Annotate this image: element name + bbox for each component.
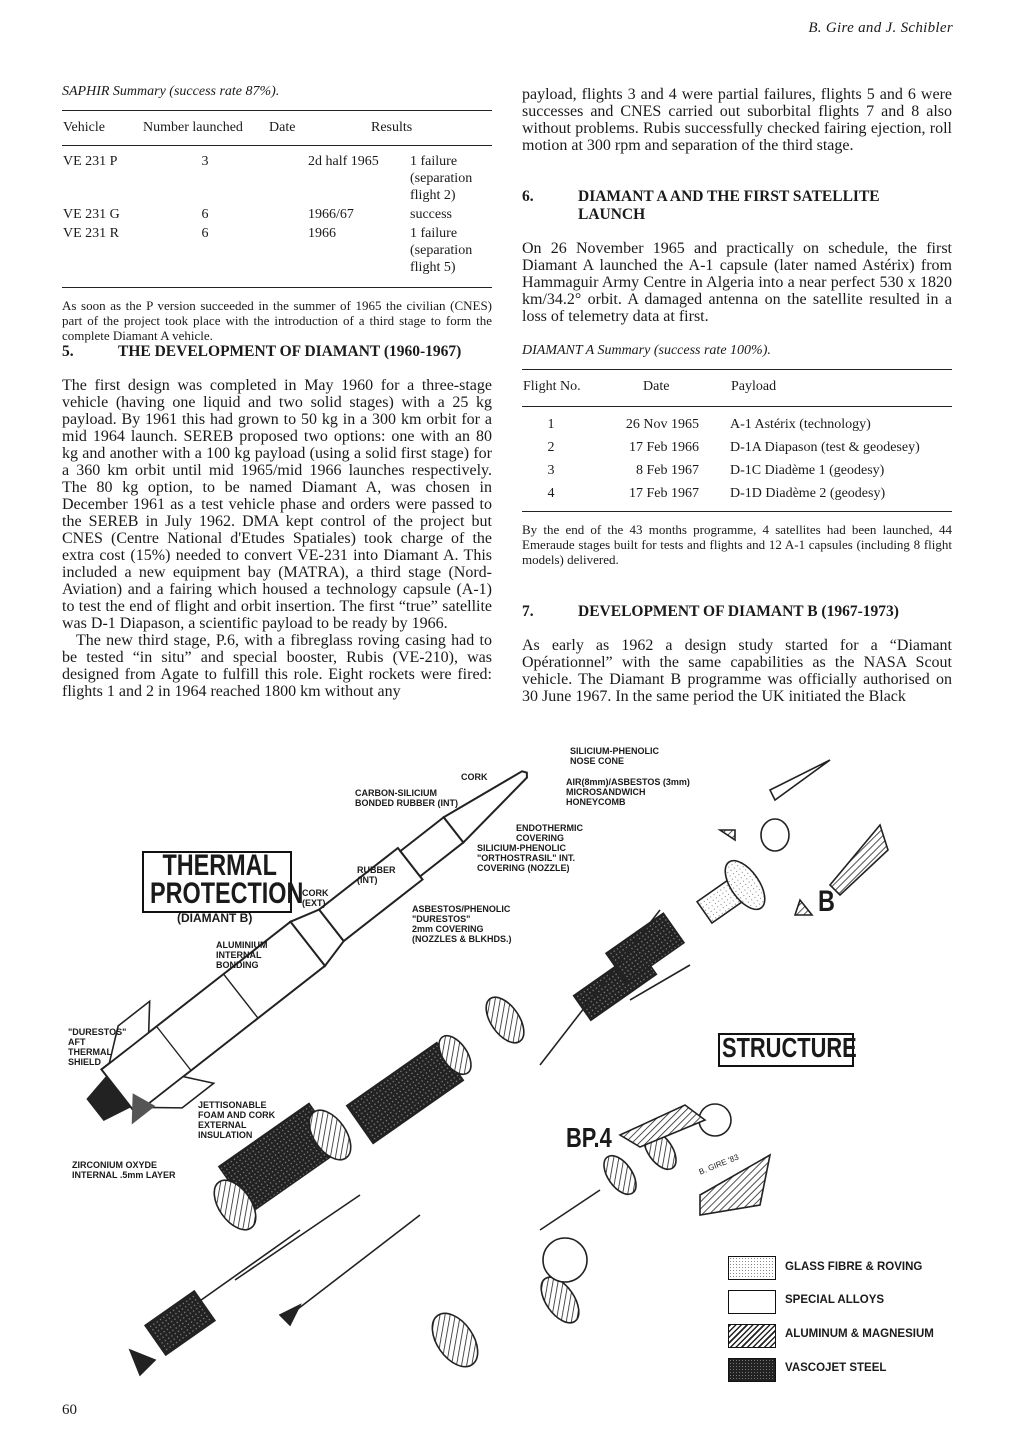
table-row: VE 231 P 3 2d half 1965 1 failure (separation flight 2) (63, 154, 473, 203)
label-jettisonable: JETTISONABLE FOAM AND CORK EXTERNAL INSULATION (198, 1100, 276, 1140)
saphir-header-row (62, 119, 492, 137)
big-b-label: B (818, 885, 835, 918)
diamant-a-table (522, 413, 952, 505)
diamant-b-figure (0, 735, 1023, 1395)
table-row: 4 17 Feb 1967 D-1D Diadème 2 (geodesy) (547, 486, 886, 501)
legend-label-aluminum: ALUMINUM & MAGNESIUM (785, 1328, 934, 1340)
col-results: Results (371, 120, 413, 135)
table-row: 3 8 Feb 1967 D-1C Diadème 1 (geodesy) (547, 463, 885, 478)
saphir-body (62, 152, 492, 277)
section-5-paragraph-1: The first design was completed in May 1960 for a three-stage vehicle (having one liquid and two solid stages) with a 25 kg payload. By 1961 this had grown to 50 kg in a 300 km orbit for a mid 1964 launch. SEREB proposed two options: one with an 80 kg and another with a 100 kg payload (using a solid first stage) for a 360 km orbit until mid 1965/mid 1966 launches respectively. The 80 kg option, to be named Diamant A, was chosen in December 1961 as a test vehicle phase and orders were passed to the SEREB in July 1962. DMA kept control of the project but CNES (Centre National d'Etudes Spatiales) took charge of the extra cost (15%) needed to convert VE-231 into Diamant A. This included a new equipment bay (MATRA), a third stage (Nord-Aviation) and a fairing which housed a technology capsule (A-1) to test the end of flight and orbit insertion. The first “true” satellite was D-1 Diapason, a scientific payload to be ready by 1966. (62, 377, 492, 632)
saphir-note: As soon as the P version succeeded in the summer of 1965 the civilian (CNES) part of the project took place with the introduction of a third stage to form the complete Diamant A vehicle. (62, 298, 492, 343)
label-nose-cone: SILICIUM-PHENOLIC NOSE CONE (570, 746, 659, 766)
illustrator-signature: B. GIRE '83 (697, 1152, 740, 1177)
label-zirconium: ZIRCONIUM OXYDE INTERNAL .5mm LAYER (72, 1160, 176, 1180)
table-row: VE 231 R 6 1966 1 failure (separation flight 5) (63, 226, 473, 275)
table-row: VE 231 G 6 1966/67 success (63, 207, 452, 222)
label-cork-top: CORK (461, 772, 488, 782)
saphir-caption: SAPHIR Summary (success rate 87%). (62, 84, 280, 99)
legend-label-alloys: SPECIAL ALLOYS (785, 1294, 885, 1306)
section-7-heading: 7. DEVELOPMENT OF DIAMANT B (1967-1973) (522, 603, 899, 620)
saphir-table (62, 119, 492, 137)
label-rubber: RUBBER (INT) (357, 865, 396, 885)
saphir-summary (62, 84, 492, 343)
right-paragraph-1: payload, flights 3 and 4 were partial failures, flights 5 and 6 were successes and CNES carried out suborbital flights 7 and 8 also without problems. Rubis successfully checked fairing ejection, roll motion at 300 rpm and separation of the third stage. (522, 86, 952, 154)
label-endothermic: ENDOTHERMIC COVERING (516, 823, 583, 843)
label-carbon-silicium: CARBON-SILICIUM BONDED RUBBER (INT) (355, 788, 458, 808)
label-air-asbestos: AIR(8mm)/ASBESTOS (3mm) MICROSANDWICH HONEYCOMB (566, 777, 690, 807)
col-number: Number launched (143, 120, 243, 135)
diamant-a-caption: DIAMANT A Summary (success rate 100%). (522, 343, 771, 358)
col-vehicle: Vehicle (63, 120, 105, 135)
col-date: Date (269, 120, 296, 135)
right-column (522, 86, 952, 705)
section-6-paragraph: On 26 November 1965 and practically on schedule, the first Diamant A launched the A-1 capsule (later named Astérix) from Hammaguir Army Centre in Algeria into a near perfect 530 x 1820 km/34.2° orbit. A damaged antenna on the satellite resulted in a loss of telemetry data at first. (522, 240, 952, 325)
diamant-b-sublabel: (DIAMANT B) (177, 911, 253, 925)
section-5 (62, 343, 492, 700)
diamant-a-note: By the end of the 43 months programme, 4 satellites had been launched, 44 Emeraude stages built for tests and flights and 12 A-1 capsules (including 8 flight models) delivered. (522, 522, 952, 567)
legend-swatch-alloys (728, 1290, 776, 1314)
label-cork-ext: CORK (EXT) (302, 888, 329, 908)
structure-title: STRUCTURE (722, 1032, 857, 1063)
section-6-heading: 6. DIAMANT A AND THE FIRST SATELLITE LAUNCH (522, 188, 880, 223)
legend-swatch-aluminum (728, 1324, 776, 1348)
bp4-label: BP.4 (566, 1122, 612, 1153)
running-header: B. Gire and J. Schibler (808, 20, 953, 36)
table-row: 2 17 Feb 1966 D-1A Diapason (test & geodesey) (547, 440, 920, 455)
section-5-heading: 5. THE DEVELOPMENT OF DIAMANT (1960-1967) (62, 343, 462, 360)
section-5-paragraph-2: The new third stage, P.6, with a fibreglass roving casing had to be tested “in situ” and special booster, Rubis (VE-210), was designed from Agate to fulfill this role. Eight rockets were fired: flights 1 and 2 in 1964 reached 1800 km without any (62, 632, 492, 700)
section-7-paragraph: As early as 1962 a design study started for a “Diamant Opérationnel” with the same capabilities as the NASA Scout vehicle. The Diamant B programme was officially authorised on 30 June 1967. In the same period the UK initiated the Black (522, 637, 952, 705)
label-orthostrasil: SILICIUM-PHENOLIC "ORTHOSTRASIL" INT. COVERING (NOZZLE) (477, 843, 576, 873)
table-row: 1 26 Nov 1965 A-1 Astérix (technology) (547, 417, 871, 432)
legend-swatch-vascojet (728, 1358, 776, 1382)
diamant-a-table-header: Flight No. Date Payload (523, 379, 777, 394)
label-durestos-aft: "DURESTOS" AFT THERMAL SHIELD (68, 1027, 127, 1067)
label-aluminium-bonding: ALUMINIUM INTERNAL BONDING (216, 940, 268, 970)
page-number: 60 (62, 1402, 77, 1418)
thermal-protection-title: THERMAL PROTECTION (150, 849, 304, 910)
label-asbestos-phenolic: ASBESTOS/PHENOLIC "DURESTOS" 2mm COVERING (NOZZLES & BLKHDS.) (412, 904, 512, 944)
legend-swatch-glass (728, 1256, 776, 1280)
legend-label-glass: GLASS FIBRE & ROVING (785, 1261, 923, 1273)
legend-label-vascojet: VASCOJET STEEL (785, 1362, 887, 1374)
